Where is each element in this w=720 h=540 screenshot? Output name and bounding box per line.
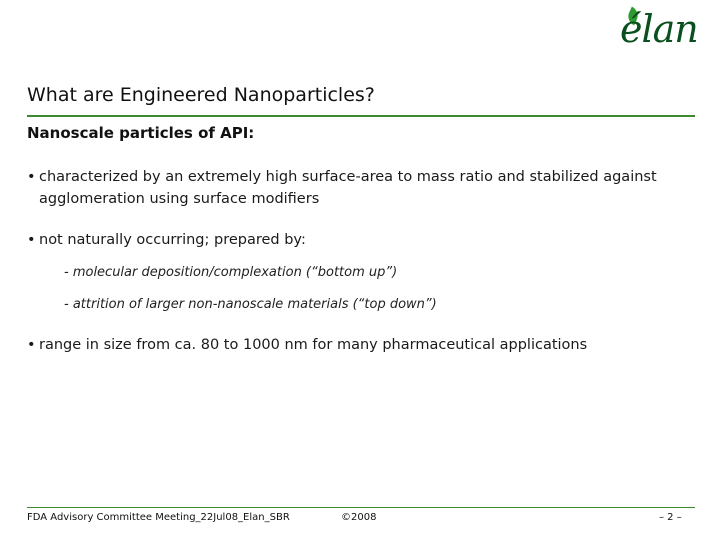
bullet-icon: • [27,337,36,353]
footer-divider [27,507,695,508]
slide-subtitle: Nanoscale particles of API: [27,124,255,142]
bullet-item [27,229,677,251]
sub-item: - attrition of larger non-nanoscale materials (“top down”) [64,297,437,312]
elan-logo [620,6,700,52]
bullet-text: range in size from ca. 80 to 1000 nm for many pharmaceutical applications [39,337,588,353]
footer-copyright: ©2008 [341,512,377,523]
slide-title: What are Engineered Nanoparticles? [27,84,375,106]
bullet-icon: • [27,232,36,248]
bullet-text: characterized by an extremely high surface-area to mass ratio and stabilized against agglomeration using surface modifiers [39,169,657,207]
footer-meeting: FDA Advisory Committee Meeting_22Jul08_Elan_SBR [27,512,290,523]
sub-item: - molecular deposition/complexation (“bottom up”) [64,265,398,280]
page-number: – 2 – [659,512,682,523]
logo-text: élan [620,7,698,51]
bullet-icon: • [27,169,36,185]
bullet-item [27,166,677,210]
title-divider [27,115,695,117]
bullet-item [27,334,677,356]
bullet-text: not naturally occurring; prepared by: [39,232,306,248]
